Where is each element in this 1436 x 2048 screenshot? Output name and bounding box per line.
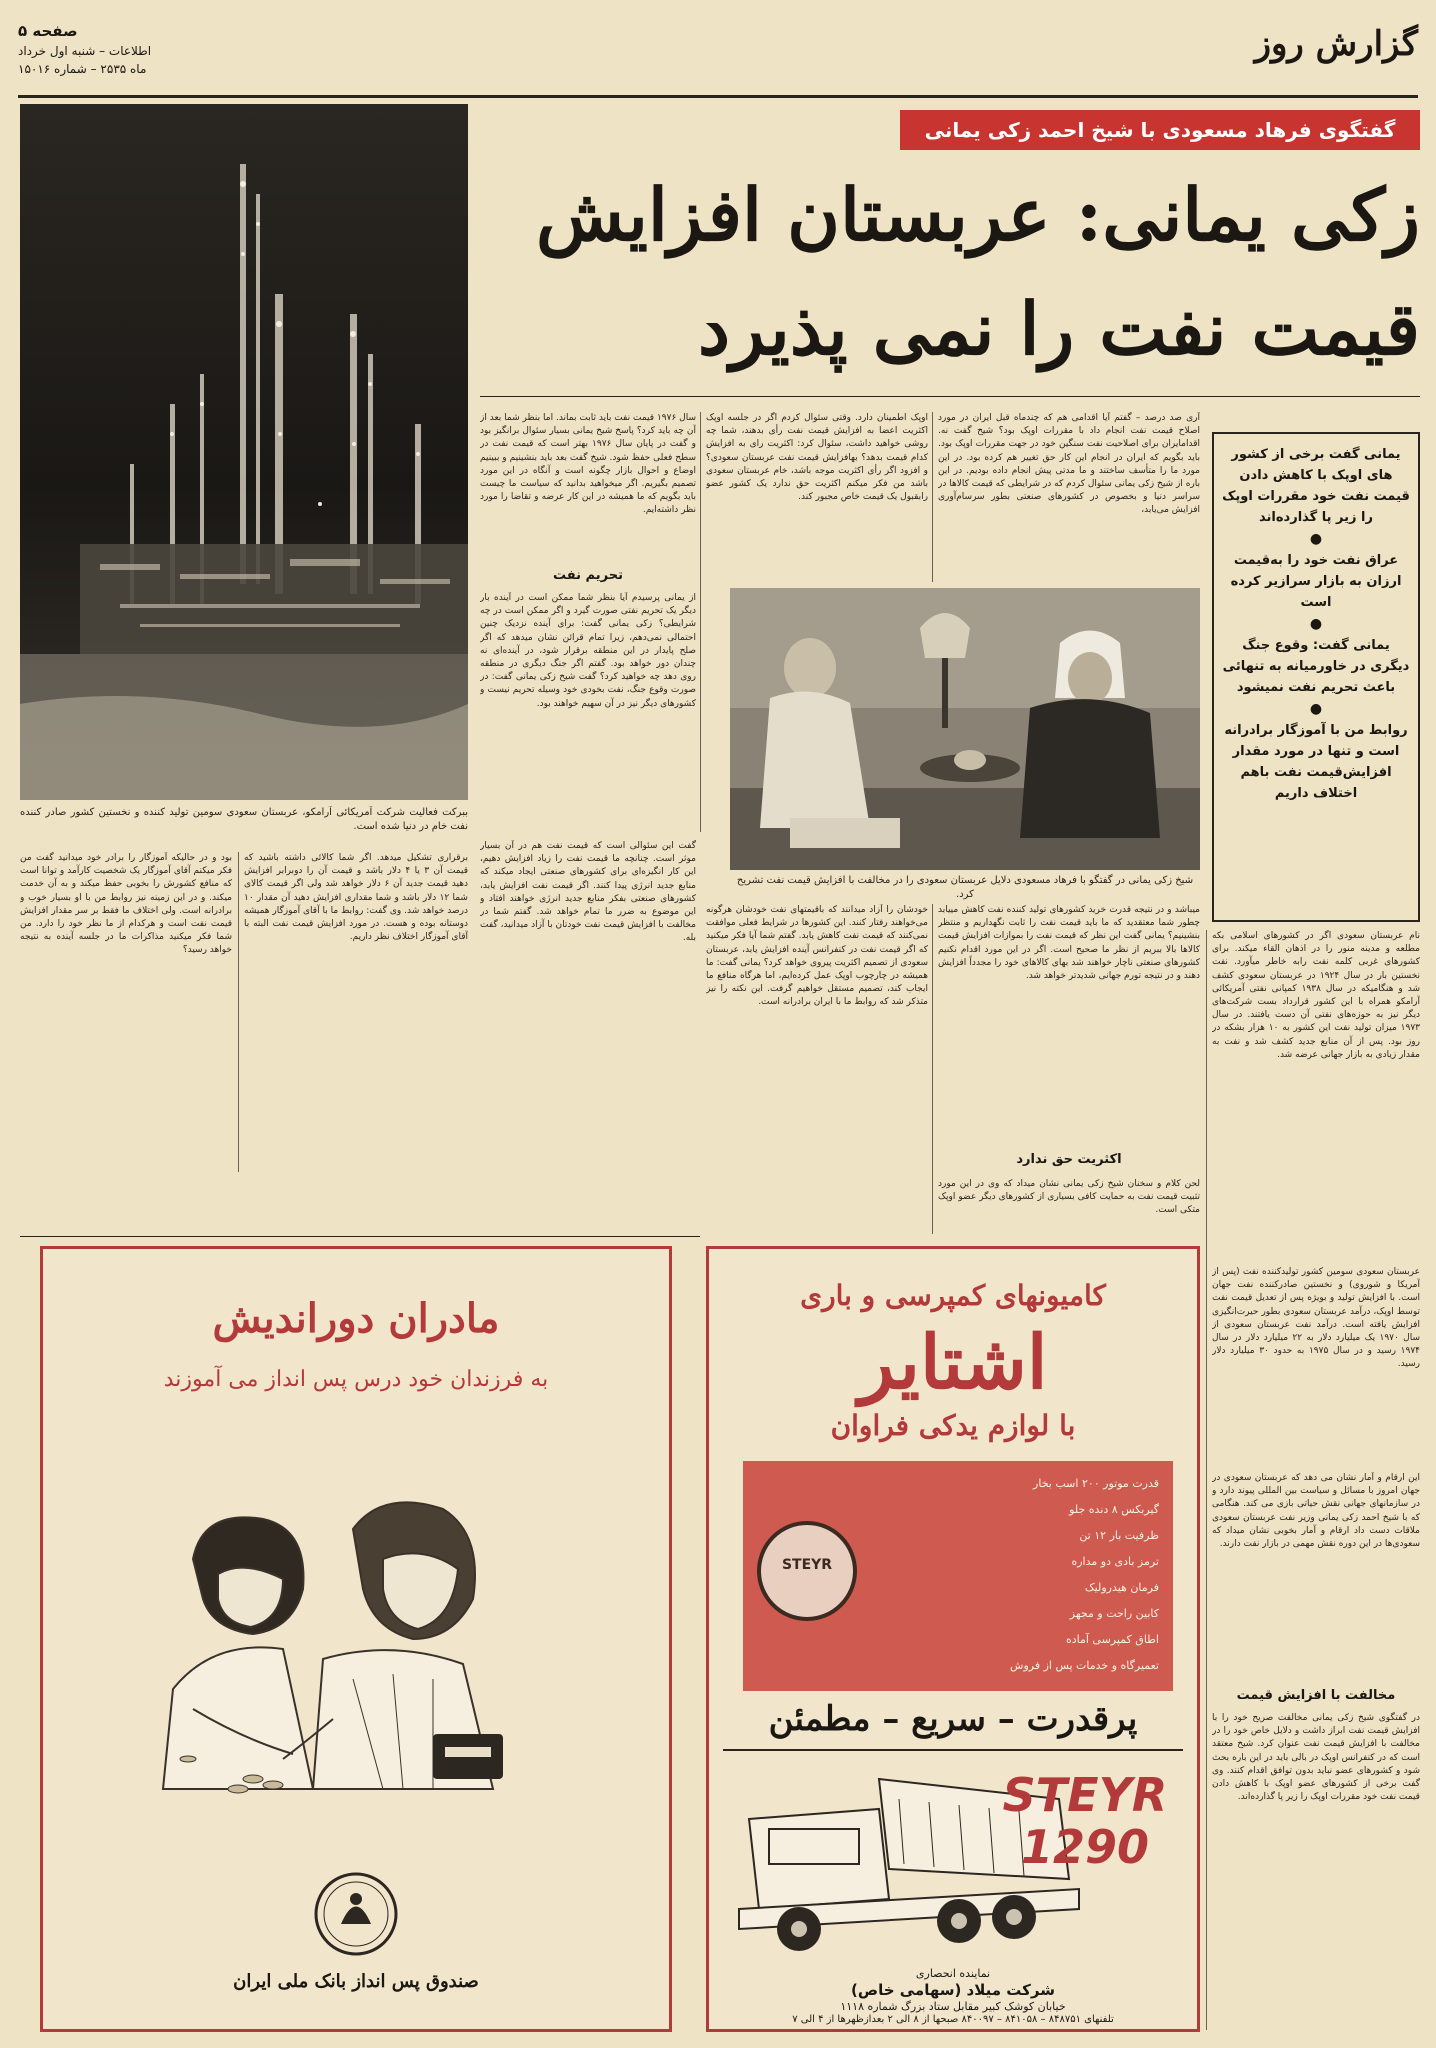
steyr-logo-text: STEYR <box>781 1557 833 1573</box>
subhead-embargo: تحریم نفت <box>553 568 623 583</box>
steyr-feature: کابین راحت و مجهز <box>1069 1607 1159 1620</box>
column-divider <box>932 412 933 582</box>
bullet-divider: ● <box>1309 531 1323 547</box>
highlight-item: روابط من با آموزگار برادرانه است و تنها در مورد مقدار افزایش‌قیمت نفت باهم اختلاف داریم <box>1224 723 1408 801</box>
savings-ad-title: مادران دوراندیش <box>212 1295 500 1342</box>
refinery-photo <box>20 104 468 800</box>
column-bottom-left2: برقراری تشکیل میدهد. اگر شما کالائی داشته باشید که قیمت آن ۳ یا ۴ دلار باشد و قیمت آن را دوبرابر افزایش دهید قیمت جدید آن ۶ دلار خواهد شد ولی اگر قیمت کالای شما ۱۲ دلار باشد و شما مقداری افزایش دهید آن مقدار ۱۰ درصد خواهد شد. وی گفت: روابط ما با آقای آموزگار همیشه دوستانه بوده و هست. در مورد افزایش قیمت نفت البته با آقای آموزگار اختلاف نظر داریم. <box>244 853 468 943</box>
column-right-low: این ارقام و آمار نشان می دهد که عربستان سعودی در جهان امروز با مسائل و سیاست بین المللی پیوند دارد و در سازمانهای جهانی نقش حیاتی بازی می کند. هنگامی که با شیخ احمد زکی یمانی وزیر نفت عربستان سعودی ملاقات دست داد ارقام و آمار بخوبی نشان میداد که سعودی‌ها در این دوره نقش مهمی در بازار نفت دارند. <box>1212 1473 1420 1550</box>
column-divider <box>700 412 701 832</box>
steyr-address: خیابان کوشک کبیر مقابل ستاد بزرگ شماره ۱۱۱۸ <box>840 2000 1066 2013</box>
highlight-item: یمانی گفت: وقوع جنگ دیگری در خاورمیانه به تنهائی باعث تحریم نفت نمیشود <box>1222 638 1410 695</box>
column-right-bottom: در گفتگوی شیخ زکی یمانی مخالفت صریح خود را با افزایش قیمت نفت ابراز داشت و دلایل خاص خود را در مخالفت با افزایش قیمت نفت عنوان کرد. شیخ معتقد است که در کنفرانس اوپک در بالی باید در این باره بحث شود و کشورهای عضو نباید بدون توافق اقدام کنند. وی گفت برخی از کشورهای عضو اوپک با کاهش دادن قیمت نفت خود مقررات اوپک را زیر پا گذارده‌اند. <box>1212 1713 1420 1803</box>
column-left-top: سال ۱۹۷۶ قیمت نفت باید ثابت بماند. اما بنظر شما بعد از آن چه باید کرد؟ پاسخ شیخ یمانی بسیار سئوال برانگیز بود و گفت در پایان سال ۱۹۷۶ بهتر است که قیمت نفت در سطح فعلی حفظ شود. شیخ گفت بعد باید بنشینیم و ببینیم اوضاع و احوال بازار چگونه است و آنگاه در این مورد تصمیم بگیریم. اگر میخواهید بدانید که سیاست ما چیست باید بگویم که ما همیشه در این کار عرضه و تقاضا را مورد نظر داشته‌ایم. <box>480 413 696 516</box>
subhead-majority: اکثریت حق ندارد <box>1016 1152 1122 1167</box>
savings-ad-subtitle: به فرزندان خود درس پس انداز می آموزند <box>163 1367 549 1392</box>
masthead-rule <box>18 95 1418 98</box>
steyr-feature: اطاق کمپرسی آماده <box>1065 1633 1159 1646</box>
steyr-feature: قدرت موتور ۲۰۰ اسب بخار <box>1033 1477 1159 1490</box>
steyr-tagline-rule <box>723 1749 1183 1751</box>
steyr-phones: تلفنهای ۸۴۸۷۵۱ – ۸۴۱۰۵۸ – ۸۴۰۰۹۷ صبحها از ۸ الی ۲ بعدازظهرها از ۴ الی ۷ <box>792 2014 1114 2025</box>
interview-photo <box>730 588 1200 870</box>
steyr-parts-line: با لوازم یدکی فراوان <box>830 1409 1076 1442</box>
column-right-mid: عربستان سعودی سومین کشور تولیدکننده نفت (پس از آمریکا و شوروی) و نخستین صادرکننده نفت جهان است. با افزایش تولید و بویژه پس از تعدیل قیمت نفت توسط اوپک، درآمد عربستان سعودی بطور حیرت‌انگیزی افزایش یافته است. درآمد نفت عربستان سعودی از سال ۱۹۷۰ یک میلیارد دلار به ۲۲ میلیارد دلار در سال ۱۹۷۴ رسید و در سال ۱۹۷۵ به حدود ۳۰ میلیارد دلار رسید. <box>1212 1267 1420 1370</box>
section-title: گزارش روز <box>1254 24 1418 64</box>
column-right2-low: میباشد و در نتیجه قدرت خرید کشورهای تولید کننده نفت کاهش مییابد چطور شما معتقدید که ما باید قیمت نفت را ثابت نگهداریم و منتظر بنشینیم؟ یمانی گفت این نظر که قیمت نفت را بموازات افزایش قیمت کالاها بالا ببریم از نظر ما صحیح است. اگر در این مورد اقدام نکنیم کشورهای صنعتی ناچار خواهند شد بهای کالاهای خود را مجدداً افزایش دهند و در نتیجه تورم جهانی شدیدتر خواهد شد. <box>938 905 1200 982</box>
steyr-ad <box>706 1246 1200 2032</box>
subhead-opposition: مخالفت با افزایش قیمت <box>1236 1688 1396 1703</box>
steyr-top-line: کامیونهای کمپرسی و باری <box>800 1279 1106 1312</box>
steyr-features-box <box>743 1461 1173 1691</box>
refinery-photo-caption: ببرکت فعالیت شرکت آمریکائی آرامکو، عربستان سعودی سومین تولید کننده و نخستین کشور صادر کننده نفت خام در دنیا شده است. <box>20 807 468 832</box>
steyr-agent-name: شرکت میلاد (سهامی خاص) <box>851 1981 1055 1999</box>
interview-photo-caption: شیخ زکی یمانی در گفتگو با فرهاد مسعودی دلایل عربستان سعودی را در مخالفت با افزایش قیمت نفت تشریح کرد. <box>736 875 1194 900</box>
bullet-divider: ● <box>1309 616 1323 632</box>
column-divider <box>238 852 239 1172</box>
headline-rule <box>480 396 1420 397</box>
steyr-feature: ظرفیت بار ۱۲ تن <box>1079 1529 1159 1542</box>
column-bottom-far-left: بود و در حالیکه آموزگار را برادر خود میدانید گفت من فکر میکنم آقای آموزگار یک شخصیت کارآمد و توانا است که منافع کشورش را بخوبی حفظ میکند و به آن خدمت میکند. و در این زمینه نیز روابط من با او بسیار خوب و برادرانه است. ولی اختلاف ما فقط بر سر مقدار افزایش قیمت نفت است و هرکدام از ما نظر خود را دارد. من شما فکر میکنید مذاکرات ما در جلسه آینده به نتیجه خواهد رسید؟ <box>20 853 232 956</box>
article-headline-line2: قیمت نفت را نمی پذیرد <box>697 286 1420 371</box>
steyr-agent-label: نماینده انحصاری <box>915 1967 991 1980</box>
savings-ad <box>40 1246 672 2032</box>
issue-line: ماه ۲۵۳۵ – شماره ۱۵۰۱۶ <box>18 62 147 76</box>
article-headline-line1: زکی یمانی: عربستان افزایش <box>536 172 1420 257</box>
page-number: صفحه ۵ <box>18 22 78 40</box>
column-left-mid: از یمانی پرسیدم آیا بنظر شما ممکن است در آینده بار دیگر یک تحریم نفتی صورت گیرد و اگر ممکن است در چه شرایطی؟ زکی یمانی گفت: برای آینده نزدیک چنین احتمالی نمی‌دهم، زیرا تمام قرائن نشان میدهد که اگر صلح پایدار در این منطقه برقرار شود، در آینده‌ای نه چندان دور خواهد بود. گفتم اگر جنگ دیگری در منطقه روی دهد چه خواهید کرد؟ گفت شیخ زکی یمانی گفت: در صورت وقوع جنگ، نفت بخودی خود وسیله تحریم نیست و کشورهای دیگر نیز در آن سهیم خواهند بود. <box>480 593 696 709</box>
steyr-brand: اشتایر <box>858 1320 1048 1406</box>
steyr-feature: فرمان هیدرولیک <box>1084 1581 1159 1594</box>
highlight-item: عراق نفت خود را به‌قیمت ارزان به بازار سرازیر کرده است <box>1230 553 1402 610</box>
highlight-item: یمانی گفت برخی از کشور های اوپک با کاهش دادن قیمت نفت خود مقررات اوپک را زیر پا گذارده‌اند <box>1222 447 1410 525</box>
majority-text: لحن کلام و سخنان شیخ زکی یمانی نشان میداد که وی در این مورد تثبیت قیمت نفت به حمایت کافی بسیاری از کشورهای دیگر عضو اوپک متکی است. <box>938 1179 1200 1216</box>
bank-name: صندوق پس انداز بانک ملی ایران <box>233 1971 479 1992</box>
masthead <box>18 18 1418 98</box>
column-mid-mid: اوپک اطمینان دارد. وقتی سئوال کردم اگر در جلسه اوپک اکثریت اعضا به افزایش قیمت نفت رأی بدهند، شما چه روشی خواهید داشت، سئوال کرد: اکثریت رای به افزایش کدام قیمت بدهد؟ بهافزایش قیمت نفت عربستان سعودی؟ و افزود اگر رأی اکثریت موجه باشد، خام عربستان سعودی باشد من فکر میکنم اکثریت حق ندارد یک کشور عضو رابقبول یک قیمت خاص مجبور کند. <box>706 413 928 503</box>
column-divider <box>932 904 933 1234</box>
steyr-feature: ترمز بادی دو مداره <box>1071 1555 1159 1568</box>
bank-emblem-icon <box>311 1869 401 1959</box>
steyr-feature: گیربکس ۸ دنده جلو <box>1069 1503 1159 1516</box>
column-center-low: خودشان را آزاد میدانند که باقیمتهای نفت خودشان هرگونه می‌خواهند رفتار کنند. این کشورها در شرایط فعلی موافقت نمی‌کنند که قیمت نفت کاهش یابد. گفتم شما آیا فکر میکنید که اگر قیمت نفت در کنفرانس آینده افزایش یابد، عربستان سعودی از تصمیم اکثریت پیروی خواهد کرد؟ یمانی گفت: ما همیشه در چارچوب اوپک عمل کرده‌ایم، اما هرگاه منافع ما ایجاب کند، تصمیم مستقل خواهیم گرفت. این نکته را نیز متذکر شد که روابط ما با ایران برادرانه است. <box>706 905 928 1008</box>
ad-separator-rule <box>20 1236 700 1237</box>
highlights-box <box>1212 432 1420 922</box>
mother-child-illustration <box>133 1489 603 1809</box>
column-mid-top: آری صد درصد – گفتم آیا اقدامی هم که چندماه قبل ایران در مورد اصلاح قیمت نفت انجام داد با مقررات اوپک بود؟ شیخ گفت نه. اقدامایران برای اصلاحیت نفت سنگین خود در جهت مقررات اوپک بود. باید بگویم که ایران در انجام این کار حق تغییر هم کرده بود. در این مورد ما را متأسف ساختند و ما مدتی پیش انجام داده بودیم. در این باره از شیخ زکی یمانی سئوال کردم که در شرایطی که قیمت کالاها در سراسر دنیا و بخصوص در کشورهای صنعتی بطور سرسام‌آوری افزایش می‌یابد، <box>938 413 1200 516</box>
column-left-low: گفت این سئوالی است که قیمت نفت هم در آن بسیار موثر است. چنانچه ما قیمت نفت را زیاد افزایش دهیم، این کار انگیزه‌ای برای کشورهای صنعتی ایجاد میکند که منابع جدید انرژی پیدا کنند. اگر قیمت نفت افزایش یابد، کشورهای صنعتی بفکر منابع جدید انرژی خواهند افتاد و این موضوع به ضرر ما تمام خواهد شد. گفتم شما در مخالفت با افزایش قیمت نفت خودتان با آزاد میدانید، گفت بله. <box>480 841 696 944</box>
steyr-feature: تعمیرگاه و خدمات پس از فروش <box>1010 1659 1159 1672</box>
steyr-model: STEYR 1290 <box>1002 1768 1168 1874</box>
publication-line: اطلاعات – شنبه اول خرداد <box>18 44 152 58</box>
bullet-divider: ● <box>1309 701 1323 717</box>
column-divider <box>1206 930 1207 2030</box>
steyr-tagline: پرقدرت – سریع – مطمئن <box>768 1699 1138 1739</box>
column-right-top: نام عربستان سعودی اگر در کشورهای اسلامی بکه مطلعه و مدینه منور را در اذهان القاء میکند. برای کشورهای غربی کلمه نفت رابه خاطر میآورد. نفت نخستین بار در سال ۱۹۲۴ در عربستان سعودی کشف شد و هنگامیکه در سال ۱۹۳۸ کمپانی نفتی آمریکائی آرامکو همراه با این کشور قرارداد بست شرکت‌های دیگر نیز به حوزه‌های نفتی آن دست یافتند. در سال ۱۹۷۳ میزان تولید نفت این کشور به ۱۰ هزار بشکه در روز بود. پس از آن منابع جدید کشف شد و نفت به مقدار زیادی به بازار جهانی عرضه شد. <box>1212 931 1420 1060</box>
steyr-logo <box>757 1521 857 1621</box>
article-kicker: گفتگوی فرهاد مسعودی با شیخ احمد زکی یمانی <box>900 110 1420 150</box>
